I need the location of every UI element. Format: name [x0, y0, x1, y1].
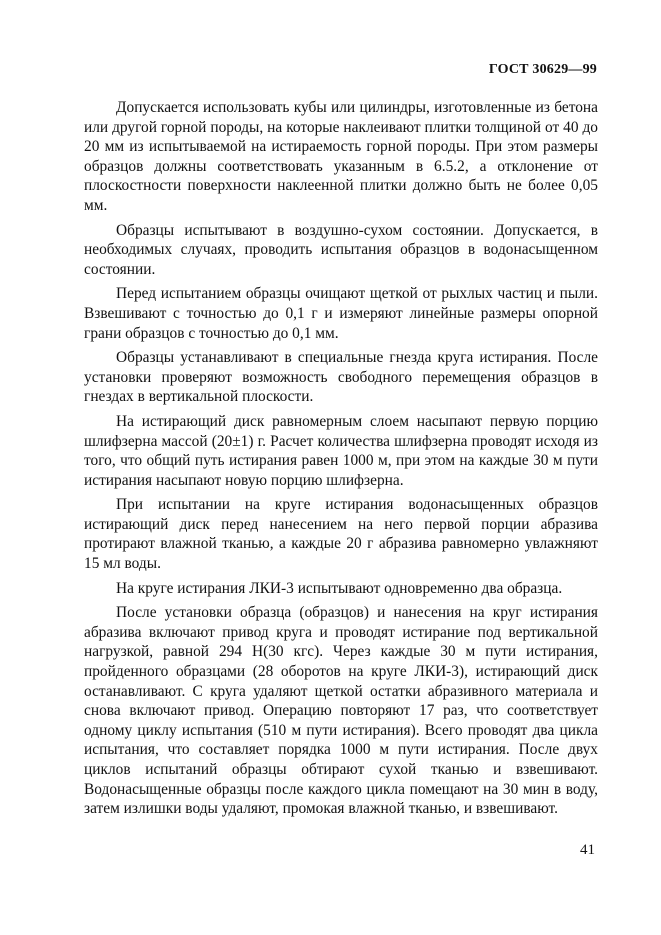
paragraph: На круге истирания ЛКИ-3 испытывают одновременно два образца. — [116, 579, 563, 597]
paragraph: Перед испытанием образцы очищают щеткой от рыхлых частиц и пыли. Взвешивают с точностью до 0,1 г и измеряют линейные размеры опорной грани образцов с точностью до 0,1 мм. — [84, 285, 598, 342]
paragraph: Допускается использовать кубы или цилиндры, изготовленные из бетона или другой горной породы, на которые наклеивают плитки толщиной от 40 до 20 мм из испытываемой на истираемость горной породы. При этом размеры образцов должны соответствовать указанным в 6.5.2, а отклонение от плоскостности поверхности наклеенной плитки должно быть не более 0,05 мм. — [84, 99, 598, 214]
paragraph: Образцы испытывают в воздушно-сухом состоянии. Допускается, в необходимых случаях, проводить испытания образцов в водонасыщенном состоянии. — [84, 221, 598, 278]
paragraph: На истирающий диск равномерным слоем насыпают первую порцию шлифзерна массой (20±1) г. Расчет количества шлифзерна проводят исходя из того, что общий путь истирания равен 1000 м, при этом на каждые 30 м пути истирания насыпают новую порцию шлифзерна. — [84, 412, 598, 489]
paragraph: Образцы устанавливают в специальные гнезда круга истирания. После установки проверяют возможность свободного перемещения образцов в гнездах в вертикальной плоскости. — [84, 349, 598, 406]
paragraph: При испытании на круге истирания водонасыщенных образцов истирающий диск перед нанесением на него первой порции абразива протирают влажной тканью, а каждые 20 г абразива равномерно увлажняют 15 мл воды. — [84, 496, 598, 573]
standard-header: ГОСТ 30629—99 — [488, 62, 597, 77]
body-text — [84, 98, 598, 824]
page-number: 41 — [580, 842, 595, 858]
paragraph: После установки образца (образцов) и нанесения на круг истирания абразива включают привод круга и проводят истирание под вертикальной нагрузкой, равной 294 Н(30 кгс). Через каждые 30 м пути истирания, пройденного образцами (28 оборотов на круге ЛКИ-3), истирающий диск останавливают. С круга удаляют щеткой остатки абразивного материала и снова включают привод. Операцию повторяют 17 раз, что соответствует одному циклу испытания (510 м пути истирания). Всего проводят два цикла испытания, что составляет порядка 1000 м пути истирания. После двух циклов испытаний образцы обтирают сухой тканью и взвешивают. Водонасыщенные образцы после каждого цикла помещают на 30 мин в воду, затем излишки воды удаляют, промокая влажной тканью, и взвешивают. — [84, 604, 598, 818]
